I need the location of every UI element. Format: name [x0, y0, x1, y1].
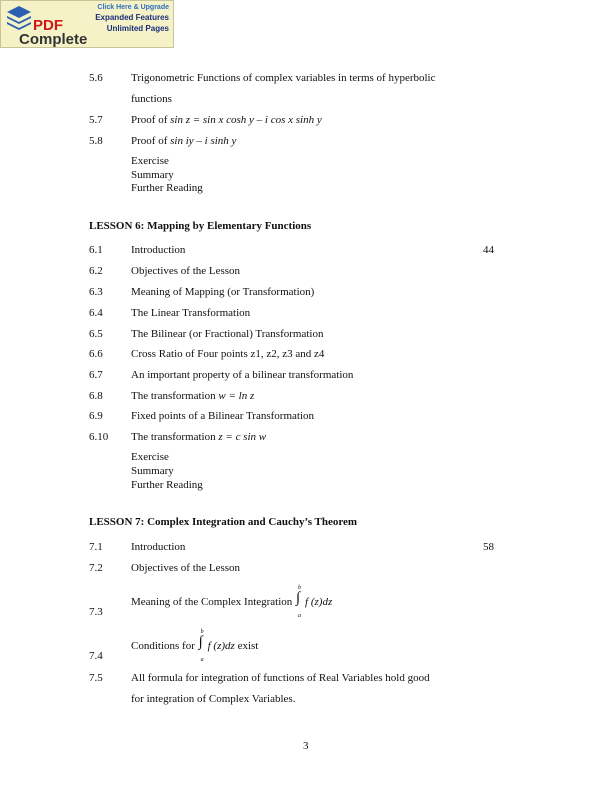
integrand: f (z)dz: [207, 640, 235, 652]
toc-item-text: The transformation: [131, 390, 219, 402]
toc-item-title: [131, 114, 322, 127]
integral-sign: ∫ b a: [198, 638, 208, 652]
toc-extra-summary: Summary: [131, 465, 174, 477]
banner-features: Expanded Features: [95, 13, 169, 22]
banner-complete: Complete: [19, 31, 88, 48]
toc-item-text: Objectives of the Lesson: [131, 562, 241, 574]
toc-item-text: Meaning of the Complex Integration: [131, 596, 296, 608]
toc-item-text: The Bilinear (or Fractional) Transformation: [131, 328, 324, 340]
page-number: 3: [303, 740, 309, 752]
math-expression: w = ln z: [218, 390, 255, 402]
toc-item-title: [131, 369, 353, 382]
toc-item-title: [131, 672, 430, 685]
suffix-text: exist: [234, 640, 259, 652]
toc-extra-summary: Summary: [131, 169, 174, 181]
toc-item-title: [131, 72, 435, 85]
toc-item-number: 6.7: [89, 369, 103, 381]
toc-item-title: [131, 585, 333, 619]
integrand: f (z)dz: [305, 596, 333, 608]
lower-limit: a: [298, 613, 302, 619]
toc-item-continuation: functions: [131, 93, 172, 105]
toc-item-title: [131, 629, 259, 663]
upper-limit: b: [200, 629, 204, 635]
toc-item-text: The Linear Transformation: [131, 307, 251, 319]
toc-item-text: Proof of: [131, 114, 171, 126]
toc-extra-exercise: Exercise: [131, 451, 169, 463]
toc-item-number: 6.6: [89, 348, 103, 360]
toc-item-text: Fixed points of a Bilinear Transformation: [131, 410, 315, 422]
toc-item-number: 6.9: [89, 410, 103, 422]
toc-item-number: 6.8: [89, 390, 103, 402]
toc-item-text: Objectives of the Lesson: [131, 265, 241, 277]
toc-item-number: 5.6: [89, 72, 103, 84]
toc-item-text: Cross Ratio of Four points z1, z2, z3 and z4: [131, 348, 325, 360]
toc-item-number: 6.10: [89, 431, 109, 443]
toc-item-title: [131, 541, 185, 554]
pdf-complete-banner[interactable]: [0, 0, 174, 48]
math-expression: sin z = sin x cosh y – i cos x sinh y: [170, 114, 322, 126]
banner-pages: Unlimited Pages: [106, 24, 169, 33]
toc-item-text: Trigonometric Functions of complex variables in terms of hyperbolic: [131, 72, 436, 84]
toc-item-text: An important property of a bilinear transformation: [131, 369, 354, 381]
toc-extra-further-reading: Further Reading: [131, 182, 203, 194]
toc-item-number: 6.5: [89, 328, 103, 340]
toc-item-number: 5.7: [89, 114, 103, 126]
toc-item-text: Introduction: [131, 244, 186, 256]
lesson6-heading: LESSON 6: Mapping by Elementary Functions: [89, 220, 312, 232]
toc-item-title: [131, 390, 254, 403]
toc-item-number: 7.4: [89, 650, 103, 662]
toc-item-title: [131, 562, 240, 575]
toc-item-text: Conditions for: [131, 640, 198, 652]
toc-item-title: [131, 307, 250, 320]
toc-item-number: 6.4: [89, 307, 103, 319]
toc-item-text: Meaning of Mapping (or Transformation): [131, 286, 315, 298]
toc-item-text: The transformation: [131, 431, 219, 443]
toc-item-number: 5.8: [89, 135, 103, 147]
toc-item-text: Proof of: [131, 135, 171, 147]
toc-item-continuation: for integration of Complex Variables.: [131, 693, 296, 705]
toc-item-number: 6.3: [89, 286, 103, 298]
toc-item-title: [131, 328, 323, 341]
banner-upgrade-link[interactable]: Click Here & Upgrade: [97, 4, 169, 11]
stacked-layers-icon: [5, 4, 33, 32]
math-expression: sin iy – i sinh y: [170, 135, 237, 147]
lesson6-page: 44: [483, 244, 494, 256]
lower-limit: a: [200, 657, 204, 663]
toc-item-number: 6.2: [89, 265, 103, 277]
lesson7-page: 58: [483, 541, 494, 553]
toc-item-text: Introduction: [131, 541, 186, 553]
banner-pdf: PDF: [33, 17, 63, 34]
toc-item-title: [131, 286, 314, 299]
toc-extra-exercise: Exercise: [131, 155, 169, 167]
toc-item-number: 7.2: [89, 562, 103, 574]
toc-item-title: [131, 410, 314, 423]
toc-item-number: 6.1: [89, 244, 103, 256]
integral-sign: ∫ b a: [295, 594, 305, 608]
math-expression: z = c sin w: [218, 431, 267, 443]
upper-limit: b: [298, 585, 302, 591]
lesson7-heading: LESSON 7: Complex Integration and Cauchy’s Theorem: [89, 516, 358, 528]
toc-item-title: [131, 135, 236, 148]
toc-item-text: All formula for integration of functions of Real Variables hold good: [131, 672, 430, 684]
toc-item-number: 7.5: [89, 672, 103, 684]
toc-item-title: [131, 348, 324, 361]
toc-extra-further-reading: Further Reading: [131, 479, 203, 491]
toc-item-number: 7.1: [89, 541, 103, 553]
toc-item-title: [131, 244, 185, 257]
toc-item-number: 7.3: [89, 606, 103, 618]
toc-item-title: [131, 431, 266, 444]
toc-item-title: [131, 265, 240, 278]
